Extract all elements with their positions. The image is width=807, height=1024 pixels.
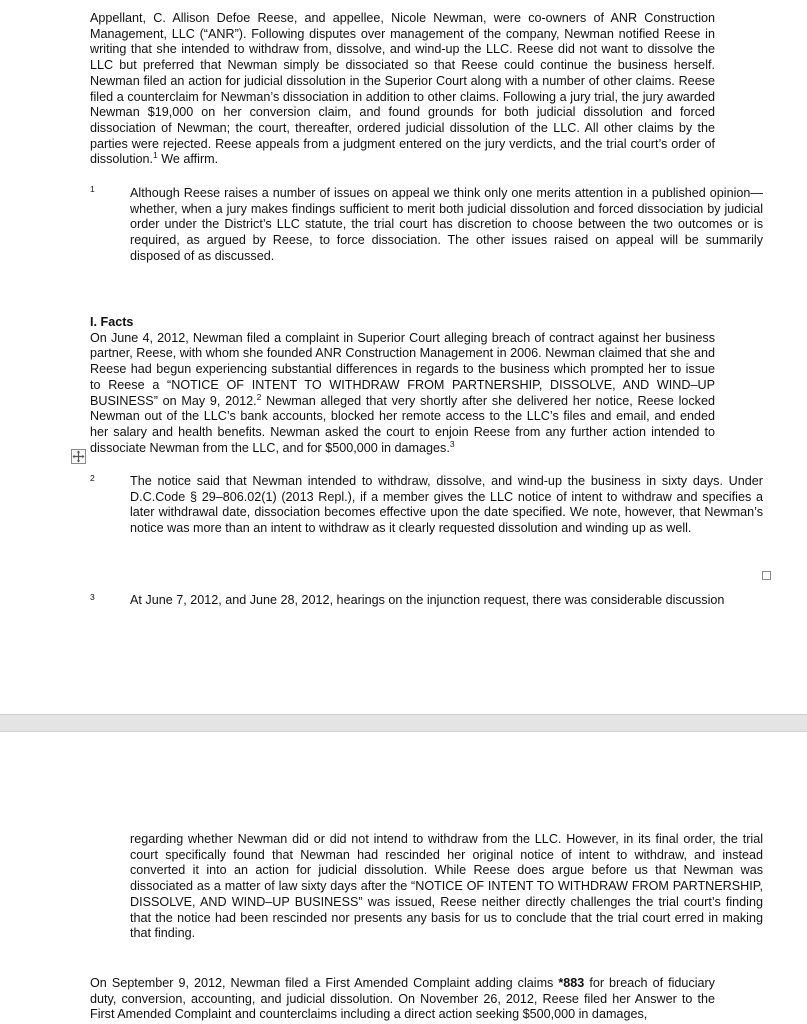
footnote-2-text: The notice said that Newman intended to withdraw, dissolve, and wind-up the business in sixty days. Under D.C.Code § 29–806.02(1) (2013 Repl.), if a member gives the LLC notice of intent to withdraw and specifies a later withdrawal date, dissociation becomes effective upon the date specified. We note, however, that Newman’s notice was more than an intent to withdraw as it clearly requested dissolution and winding up as well.: [130, 474, 763, 536]
footnote-1-number: 1: [90, 184, 95, 194]
footnote-3-continued: regarding whether Newman did or did not intend to withdraw from the LLC. However, in its final order, the trial court specifically found that Newman had rescinded her original notice of intent to withdraw, and instead converted it into an action for judicial dissolution. While Reese does argue before us that Newman was dissociated as a matter of law sixty days after the “NOTICE OF INTENT TO WITHDRAW FROM PARTNERSHIP, DISSOLVE, AND WIND–UP BUSINESS” was issued, Reese neither directly challenges the trial court’s finding that the notice had been rescinded nor presents any basis for us to conclude that the trial court erred in making that finding.: [130, 832, 763, 941]
footnote-3-text: At June 7, 2012, and June 28, 2012, hearings on the injunction request, there was considerable discussion: [130, 593, 725, 607]
footnote-2-number: 2: [90, 473, 95, 483]
amended-complaint-paragraph: [90, 976, 715, 1023]
facts-heading: I. Facts: [90, 315, 134, 329]
footnote-ref-2[interactable]: 2: [256, 391, 262, 402]
intro-text: Appellant, C. Allison Defoe Reese, and appellee, Nicole Newman, were co-owners of ANR Construction Management, LLC (“ANR”). Following disputes over management of the company, Newman notified Reese in writing that she intended to withdraw from, dissolve, and wind-up the LLC. Reese did not want to dissolve the LLC but preferred that Newman simply be dissociated so that Reese could continue the business herself. Newman filed an action for judicial dissolution in the Superior Court along with a number of other claims. Reese filed a counterclaim for Newman’s dissociation in addition to other claims. Following a jury trial, the jury awarded Newman $19,000 on her conversion claim, and found grounds for both judicial dissolution and forced dissociation of Newman; the court, thereafter, ordered judicial dissolution of the LLC. All other claims by the parties were rejected. Reese appeals from a judgment entered on the jury verdicts, and the trial court’s order of dissolution.: [90, 11, 715, 167]
footnote-ref-1[interactable]: 1: [153, 150, 158, 161]
star-page-marker: *883: [558, 976, 585, 990]
footnote-1-text: Although Reese raises a number of issues on appeal we think only one merits attention in a published opinion—whether, when a jury makes findings sufficient to merit both judicial dissolution and forced dissociation by judicial order under the District’s LLC statute, the trial court has discretion to choose between the two outcomes or is required, as argued by Reese, to force dissociation. The other issues raised on appeal will be summarily disposed of as discussed.: [130, 186, 763, 263]
facts-text-1: On June 4, 2012, Newman filed a complaint in Superior Court alleging breach of contract against her business partner, Reese, with whom she founded ANR Construction Management in 2006. Newman claimed that she and Reese had begun experiencing substantial differences in regards to the business which prompted her to issue to Reese a “NOTICE OF INTENT TO WITHDRAW FROM PARTNERSHIP, DISSOLVE, AND WIND–UP BUSINESS” on May 9, 2012.: [90, 330, 715, 408]
amended-text-end: for breach of fiduciary duty, conversion, accounting, and judicial dissolution. On November 26, 2012, Reese filed her Answer to the First Amended Complaint and counterclaims including a direct action seeking $500,000 in damages,: [90, 976, 715, 1022]
amended-text-start: On September 9, 2012, Newman filed a First Amended Complaint adding claims: [90, 976, 559, 990]
facts-text-2: Newman alleged that very shortly after she delivered her notice, Reese locked Newman out of the LLC’s bank accounts, blocked her remote access to the LLC’s files and email, and ended her salary and health benefits. Newman asked the court to enjoin Reese from any further action intended to dissociate Newman from the LLC, and for $500,000 in damages.: [90, 393, 715, 455]
intro-paragraph: [90, 11, 715, 168]
table-move-handle-icon[interactable]: [71, 449, 86, 464]
footnote-ref-3[interactable]: 3: [449, 438, 455, 449]
square-box-icon[interactable]: [762, 571, 771, 580]
document-page-2: [0, 732, 807, 1024]
facts-section: [90, 315, 715, 456]
intro-tail: We affirm.: [157, 152, 219, 167]
page-break-divider: [0, 714, 807, 732]
footnote-3-number: 3: [90, 592, 95, 602]
